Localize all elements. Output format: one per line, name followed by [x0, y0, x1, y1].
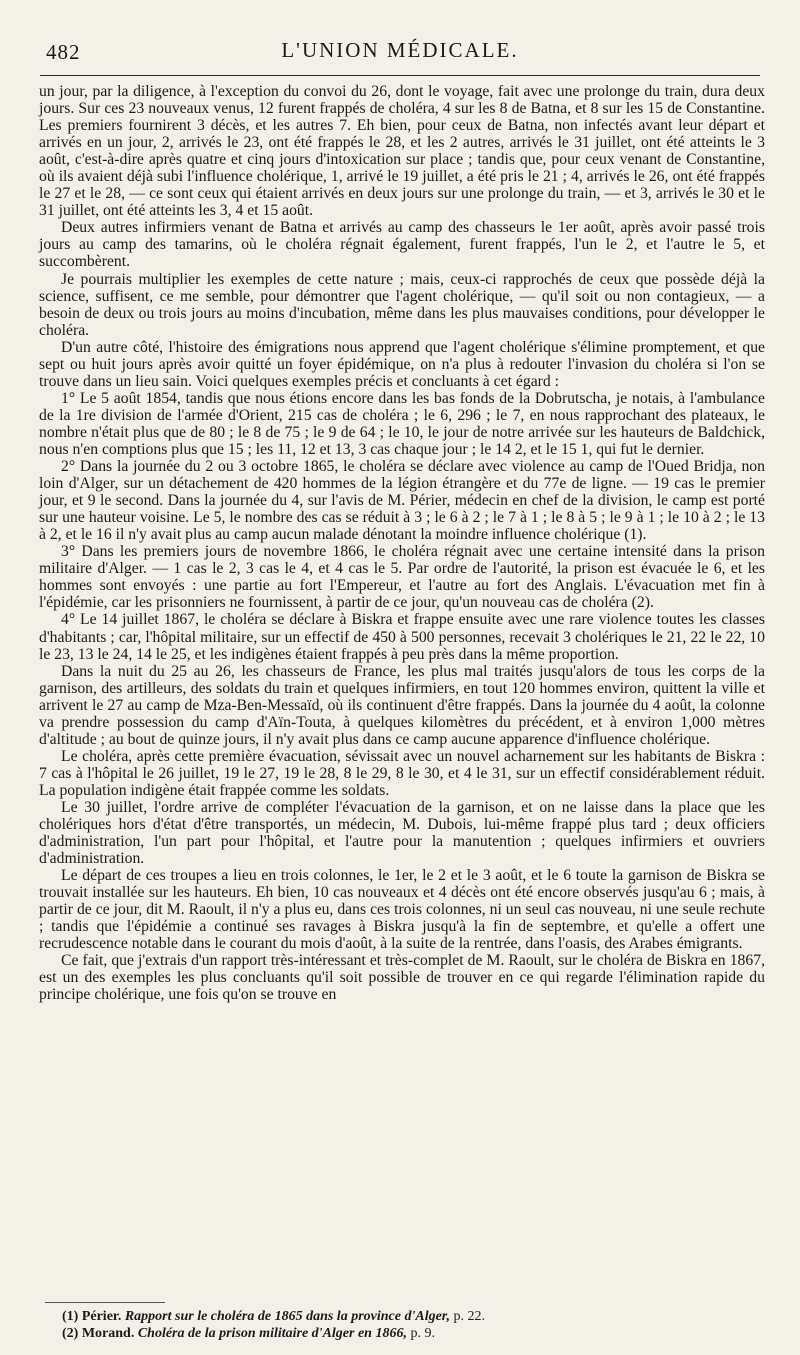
paragraph: Dans la nuit du 25 au 26, les chasseurs de France, les plus mal traités jusqu'alors de tous les corps de la garnison, des artilleurs, des soldats du train et quelques infirmiers, en tout 120 hommes environ, quittent la ville et arrivent le 27 au camp de Mza-Ben-Messaïd, où ils continuent d'être frappés. Dans la journée du 4 août, la colonne va prendre possession du camp d'Aïn-Touta, à quelques kilomètres du précédent, et à environ 1,000 mètres d'altitude ; au bout de quinze jours, il n'y avait plus dans ce camp aucune apparence d'influence cholérique. — [39, 662, 765, 748]
footnote-number: (1) — [62, 1309, 79, 1324]
footnote-title: Rapport sur le choléra de 1865 dans la province d'Alger, — [124, 1309, 450, 1324]
body-text — [39, 83, 765, 1004]
paragraph: 3° Dans les premiers jours de novembre 1866, le choléra régnait avec une certaine intensité dans la prison militaire d'Alger. — 1 cas le 2, 3 cas le 4, et 4 cas le 5. Par ordre de l'autorité, la prison est évacuée le 6, et les hommes sont envoyés : une partie au fort l'Empereur, et l'autre au fort des Anglais. L'évacuation met fin à l'épidémie, car les prisonniers ne fournissent, à partir de ce jour, qu'un nouveau cas de choléra (2). — [39, 543, 765, 612]
paragraph: 2° Dans la journée du 2 ou 3 octobre 1865, le choléra se déclare avec violence au camp de l'Oued Bridja, non loin d'Alger, sur un détachement de 420 hommes de la légion étrangère et du 77e de ligne. — 19 cas le premier jour, et 9 le second. Dans la journée du 4, sur l'avis de M. Périer, médecin en chef de la division, le camp est porté sur une hauteur voisine. Le 5, le nombre des cas se réduit à 3 ; le 6 à 2 ; le 7 à 1 ; le 8 à 5 ; le 9 à 1 ; le 10 à 2 ; le 13 à 2, et le 16 il n'y avait plus au camp aucun malade dénotant la moindre influence cholérique (1). — [39, 458, 765, 544]
paragraph: un jour, par la diligence, à l'exception du convoi du 26, dont le voyage, fait avec une prolonge du train, dura deux jours. Sur ces 23 nouveaux venus, 12 furent frappés de choléra, 4 sur les 8 de Batna, et 8 sur les 15 de Constantine. Les premiers fournirent 3 décès, et les autres 7. Eh bien, pour ceux de Batna, non infectés avant leur départ et arrivés en un jour, 2, arrivés le 23, ont été frappés le 28, et les 2 autres, arrivés le 31 juillet, ont été atteints le 3 août, c'est-à-dire après quatre et cinq jours d'intoxication sur place ; tandis que, pour ceux venant de Constantine, où ils avaient déjà subi l'influence cholérique, 1, arrivé le 19 juillet, a été pris le 21 ; 4, arrivés le 26, ont été frappés le 27 et le 28, — ce sont ceux qui étaient arrivés en deux jours sur une prolonge du train, — et 3, arrivés le 30 et le 31 juillet, ont été atteints les 3, 4 et 15 août. — [39, 83, 765, 220]
paragraph: D'un autre côté, l'histoire des émigrations nous apprend que l'agent cholérique s'élimine promptement, et que sept ou huit jours après avoir quitté un foyer épidémique, on n'a plus à redouter l'invasion du choléra si l'on se trouve dans un lieu sain. Voici quelques exemples précis et concluants à cet égard : — [39, 338, 765, 390]
footnote-number: (2) — [62, 1326, 79, 1341]
footnote-page: p. 22. — [449, 1309, 485, 1324]
paragraph: Ce fait, que j'extrais d'un rapport très-intéressant et très-complet de M. Raoult, sur le choléra de Biskra en 1867, est un des exemples les plus concluants qu'il soit possible de trouver en ce qui regarde l'élimination rapide du principe cholérique, une fois qu'on se trouve en — [39, 952, 765, 1004]
paragraph: Je pourrais multiplier les exemples de cette nature ; mais, ceux-ci rapprochés de ceux que possède déjà la science, suffisent, ce me semble, pour démontrer que l'agent cholérique, — qu'il soit ou non contagieux, — a besoin de deux ou trois jours au moins d'incubation, même dans les plus mauvaises conditions, pour développer le choléra. — [39, 270, 765, 339]
paragraph: Deux autres infirmiers venant de Batna et arrivés au camp des chasseurs le 1er août, après avoir passé trois jours au camp des tamarins, où le choléra régnait également, furent frappés, l'un le 2, et l'autre le 5, et succombèrent. — [39, 219, 765, 271]
header-rule — [40, 75, 760, 76]
page-header — [40, 30, 760, 70]
footnote-rule — [45, 1302, 165, 1303]
footnote-author: Morand. — [81, 1326, 135, 1341]
paragraph: Le choléra, après cette première évacuation, sévissait avec un nouvel acharnement sur les habitants de Biskra : 7 cas à l'hôpital le 26 juillet, 19 le 27, 19 le 28, 8 le 29, 8 le 30, et 4 le 31, sur un effectif considérablement réduit. La population indigène était frappée comme les soldats. — [39, 747, 765, 799]
page-number: 482 — [46, 40, 81, 64]
paragraph: Le départ de ces troupes a lieu en trois colonnes, le 1er, le 2 et le 3 août, et le 6 toute la garnison de Biskra se trouvait installée sur les hauteurs. Eh bien, 10 cas nouveaux et 4 décès ont été encore observés jusqu'au 6 ; mais, à partir de ce jour, dit M. Raoult, il n'y a plus eu, dans ces trois colonnes, ni un seul cas nouveau, ni une seule rechute ; tandis que l'épidémie a continué ses ravages à Biskra jusqu'à la fin de septembre, et qu'elle a offert une recrudescence notable dans le courant du mois d'août, à la suite de la rentrée, dans l'oasis, des Arabes émigrants. — [39, 867, 765, 953]
footnote — [62, 1325, 742, 1342]
footnote-title: Choléra de la prison militaire d'Alger en 1866, — [137, 1326, 407, 1341]
paragraph: 4° Le 14 juillet 1867, le choléra se déclare à Biskra et frappe ensuite avec une rare violence toutes les classes d'habitants ; car, l'hôpital militaire, sur un effectif de 450 à 500 personnes, recevait 3 cholériques le 21, 22 le 22, 10 le 23, 13 le 24, 14 le 25, et les indigènes étaient frappés à peu près dans la même proportion. — [39, 611, 765, 663]
paragraph: Le 30 juillet, l'ordre arrive de compléter l'évacuation de la garnison, et on ne laisse dans la place que les cholériques hors d'état d'être transportés, un médecin, M. Dubois, lui-même frappé plus tard ; deux officiers d'administration, l'un part pour l'hôpital, et l'autre pour la manutention ; quelques infirmiers et ouvriers d'administration. — [39, 798, 765, 868]
footnotes — [62, 1308, 742, 1342]
running-title: L'UNION MÉDICALE. — [281, 38, 519, 62]
footnote-page: p. 9. — [406, 1326, 435, 1341]
footnote-author: Périer. — [81, 1309, 122, 1324]
paragraph: 1° Le 5 août 1854, tandis que nous étions encore dans les bas fonds de la Dobrutscha, je notais, à l'ambulance de la 1re division de l'armée d'Orient, 215 cas de choléra ; le 6, 296 ; le 7, en nous rapprochant des plateaux, le nombre n'était plus que de 80 ; le 8 de 75 ; le 9 de 64 ; le 10, le jour de notre arrivée sur les hauteurs de Baldchick, nous n'en comptions plus que 15 ; les 11, 12 et 13, 3 cas chaque jour ; le 14 2, et le 15 1, qui fut le dernier. — [39, 389, 765, 458]
footnote — [62, 1308, 742, 1325]
